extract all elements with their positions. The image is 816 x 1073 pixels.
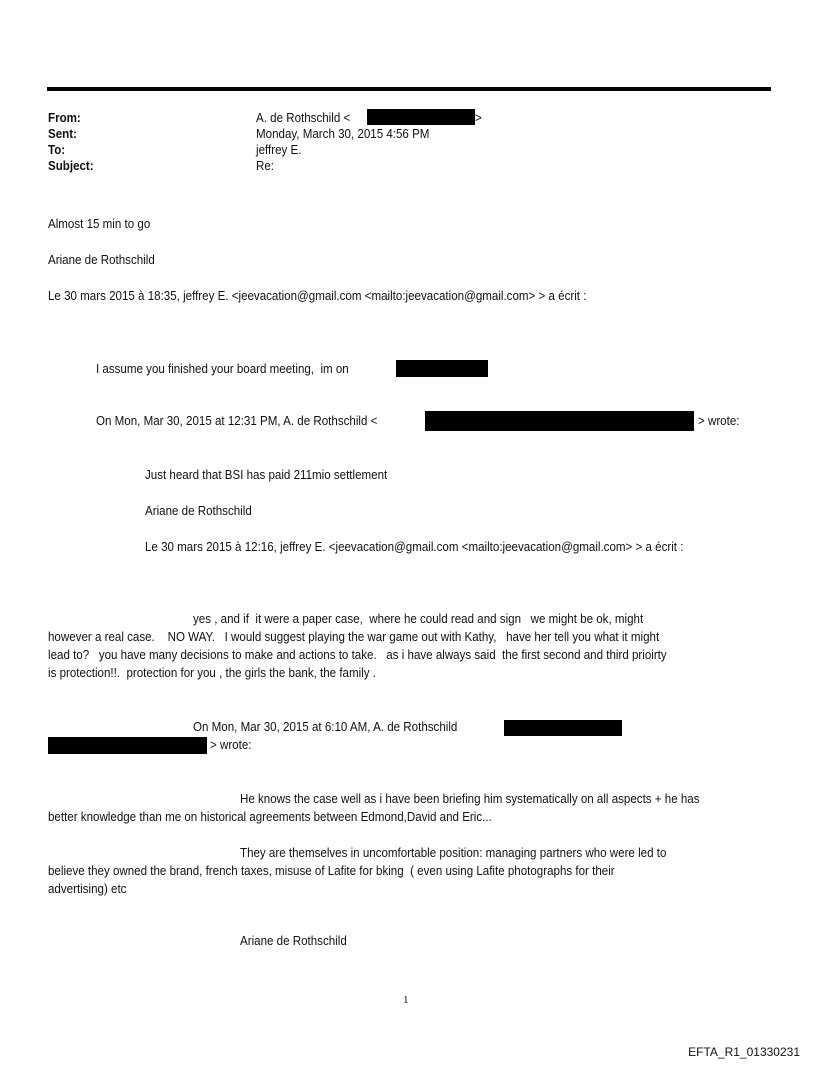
message-text: advertising) etc	[48, 881, 127, 896]
quote-header-end: > wrote:	[698, 413, 740, 428]
to-label: To:	[48, 142, 66, 157]
quote-header: On Mon, Mar 30, 2015 at 6:10 AM, A. de Rothschild	[193, 719, 461, 734]
quote-header: On Mon, Mar 30, 2015 at 12:31 PM, A. de Rothschild <	[96, 413, 378, 428]
message-text: lead to? you have many decisions to make and actions to take. as i have always said the first second and third prioirty	[48, 647, 667, 662]
message-text: Just heard that BSI has paid 211mio settlement	[145, 467, 388, 482]
signature: Ariane de Rothschild	[145, 503, 252, 518]
quote-header: Le 30 mars 2015 à 18:35, jeffrey E. <jeevacation@gmail.com <mailto:jeevacation@gmail.com> > a écrit :	[48, 288, 587, 303]
message-text: believe they owned the brand, french taxes, misuse of Lafite for bking ( even using Lafite photographs for their	[48, 863, 615, 878]
signature: Ariane de Rothschild	[240, 933, 347, 948]
redaction-box	[504, 720, 622, 736]
quote-header-end: > wrote:	[210, 737, 252, 752]
sent-value: Monday, March 30, 2015 4:56 PM	[256, 126, 430, 141]
to-value: jeffrey E.	[256, 142, 302, 157]
header-rule	[47, 87, 771, 91]
page-number: 1	[403, 994, 409, 1006]
redaction-box	[425, 411, 694, 431]
from-label: From:	[48, 110, 81, 125]
message-text: He knows the case well as i have been briefing him systematically on all aspects + he has	[240, 791, 700, 806]
message-text: They are themselves in uncomfortable position: managing partners who were led to	[240, 845, 667, 860]
document-id: EFTA_R1_01330231	[688, 1045, 800, 1059]
from-value-end: >	[475, 110, 482, 125]
signature: Ariane de Rothschild	[48, 252, 155, 267]
message-text: however a real case. NO WAY. I would suggest playing the war game out with Kathy, have her tell you what it might	[48, 629, 660, 644]
sent-label: Sent:	[48, 126, 77, 141]
from-value: A. de Rothschild <	[256, 110, 351, 125]
message-text: yes , and if it were a paper case, where he could read and sign we might be ok, might	[193, 611, 644, 626]
quote-header: Le 30 mars 2015 à 12:16, jeffrey E. <jeevacation@gmail.com <mailto:jeevacation@gmail.com> > a écrit :	[145, 539, 684, 554]
subject-label: Subject:	[48, 158, 94, 173]
subject-value: Re:	[256, 158, 275, 173]
redaction-box	[396, 360, 488, 377]
message-text: Almost 15 min to go	[48, 216, 151, 231]
redaction-box	[48, 737, 207, 754]
message-text: I assume you finished your board meeting, im on	[96, 361, 352, 376]
redaction-box	[367, 109, 475, 125]
message-text: is protection!!. protection for you , the girls the bank, the family .	[48, 665, 376, 680]
message-text: better knowledge than me on historical agreements between Edmond,David and Eric...	[48, 809, 492, 824]
